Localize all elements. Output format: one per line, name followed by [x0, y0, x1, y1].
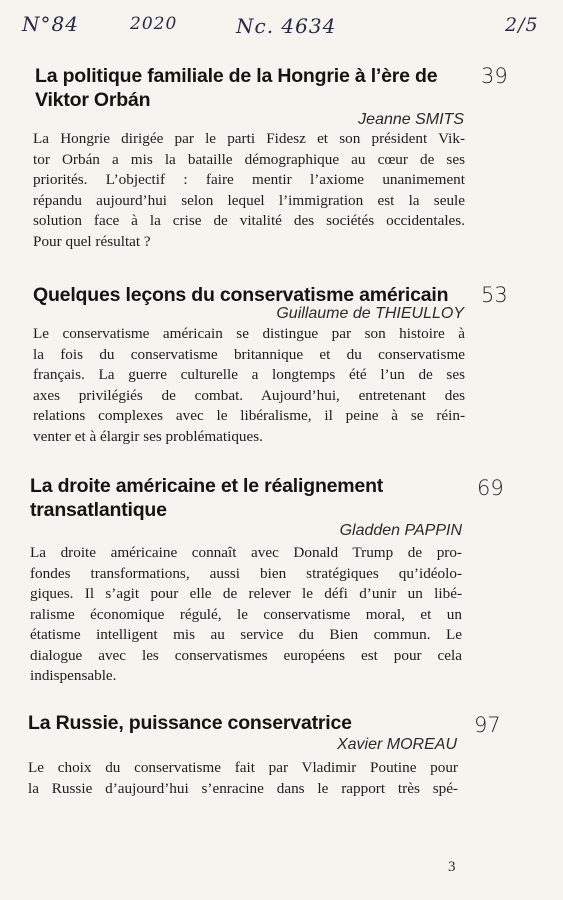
article-abstract: Le choix du conservatisme fait par Vladimir Poutine pour la Russie d’aujourd’hui s’enracine dans le rapport très spé-	[28, 759, 458, 797]
title-line: La Russie, puissance conservatrice	[28, 712, 352, 734]
handwritten-reference: Nc. 4634	[236, 14, 337, 38]
page-number: 53	[481, 283, 508, 307]
article-title	[35, 64, 465, 112]
article-abstract: La droite américaine connaît avec Donald Trump de pro- fondes transformations, aussi bien stratégiques qu’idéolo- giques. Il s’agit pour elle de relever le défi d’unir un libé- ralisme économique régulé, le conservatisme moral, et un étatisme intelligent mis au service du Bien commun. Le dialogue avec les conservatismes européens est pour cela indispensable.	[30, 544, 462, 684]
article-abstract: La Hongrie dirigée par le parti Fidesz et son président Vik- tor Orbán a mis la bataille démographique au cœur de ses priorités. L’objectif : faire mentir l’axiome unanimement répandu aujourd’hui selon lequel l’immigration est la seule solution face à la crise de vitalité des sociétés occidentales. Pour quel résultat ?	[33, 130, 465, 250]
article-author: Jeanne SMITS	[358, 111, 464, 128]
article-author: Gladden PAPPIN	[339, 522, 462, 539]
article-author: Xavier MOREAU	[336, 736, 457, 753]
page-folio: 3	[448, 859, 456, 875]
title-line: transatlantique	[30, 499, 167, 521]
handwritten-fraction: 2/5	[505, 14, 539, 36]
title-line: Quelques leçons du conservatisme américain	[33, 284, 449, 306]
title-line: Viktor Orbán	[35, 89, 151, 111]
page-number: 97	[474, 713, 501, 737]
article-abstract: Le conservatisme américain se distingue par son histoire à la fois du conservatisme britannique et du conservatisme français. La guerre culturelle a longtemps été l’un de ses axes privilégiés de combat. Aujourd’hui, entretenant des relations complexes avec le libéralisme, il peine à se réin- venter et à élargir ses problématiques.	[33, 325, 465, 445]
title-line: La politique familiale de la Hongrie à l’ère de	[35, 65, 438, 87]
article-title	[30, 474, 460, 522]
title-line: La droite américaine et le réalignement	[30, 475, 384, 497]
handwritten-year: 2020	[130, 14, 178, 34]
article-title	[28, 711, 458, 735]
page-number: 39	[481, 64, 508, 88]
article-title	[33, 283, 463, 307]
handwritten-issue-number: N°84	[22, 12, 79, 36]
page-number: 69	[477, 476, 504, 500]
article-author: Guillaume de THIEULLOY	[276, 305, 464, 322]
